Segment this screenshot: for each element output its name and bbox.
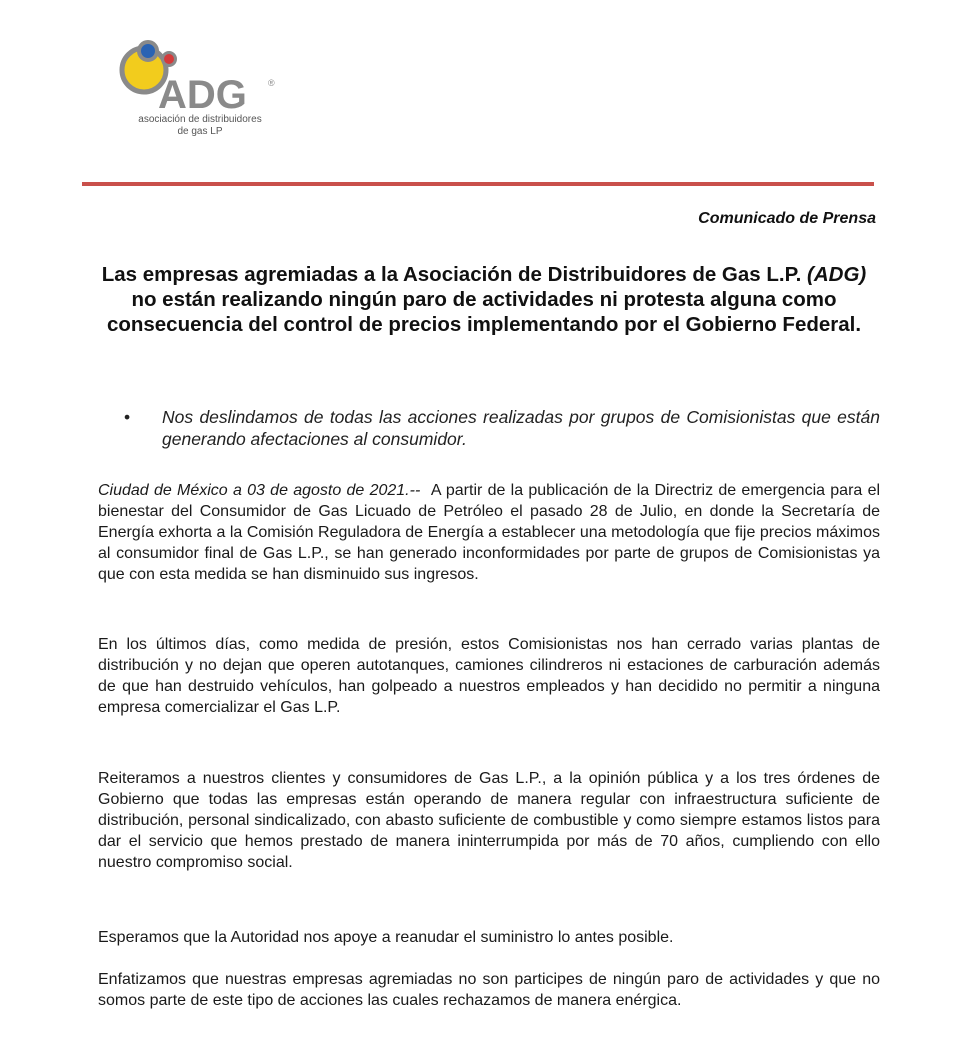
dateline: Ciudad de México a 03 de agosto de 2021.-- (98, 482, 421, 499)
headline-acronym: (ADG) (807, 263, 867, 286)
adg-logo (108, 38, 288, 150)
paragraph-3: Reiteramos a nuestros clientes y consumidores de Gas L.P., a la opinión pública y a los tres órdenes de Gobierno que todas las empresas están operando de manera regular con infraestructura suficiente de distribución, personal sindicalizado, con abasto suficiente de combustible y como siempre estamos listos para dar el servicio que hemos prestado de manera ininterrumpida por más de 70 años, cumpliendo con ello nuestro compromiso social. (98, 770, 880, 871)
adg-logo-mark (108, 38, 288, 118)
header-divider (82, 182, 874, 186)
press-headline (96, 262, 872, 337)
paragraph-1 (98, 480, 880, 585)
logo-tagline-line1: asociación de distribuidores (138, 114, 262, 125)
paragraph-2: En los últimos días, como medida de presión, estos Comisionistas nos han cerrado varias plantas de distribución y no dejan que operen autotanques, camiones cilindreros ni estaciones de carburación además de que han destruido vehículos, han golpeado a nuestros empleados y han decidido no permitir a ninguna empresa comercializar el Gas L.P. (98, 636, 880, 716)
logo-blue-circle (139, 42, 157, 60)
logo-tagline (120, 114, 280, 138)
logo-red-circle (163, 53, 176, 66)
logo-tagline-line2: de gas LP (177, 126, 223, 137)
paragraph-5: Enfatizamos que nuestras empresas agremiadas no son participes de ningún paro de actividades y que no somos parte de este tipo de acciones las cuales rechazamos de manera enérgica. (98, 971, 880, 1009)
summary-bullet (124, 406, 880, 450)
headline-part1: Las empresas agremiadas a la Asociación de Distribuidores de Gas L.P. (101, 263, 802, 286)
paragraph-4: Esperamos que la Autoridad nos apoye a reanudar el suministro lo antes posible. (98, 929, 674, 946)
bullet-icon: • (124, 407, 131, 427)
logo-wordmark: ADG (158, 73, 247, 117)
logo-registered-mark: ® (268, 78, 275, 88)
headline-part2: no están realizando ningún paro de actividades ni protesta alguna como consecuencia del control de precios implementando por el Gobierno Federal. (106, 288, 862, 336)
document-type: Comunicado de Prensa (698, 210, 876, 227)
paragraph-1-body: A partir de la publicación de la Directriz de emergencia para el bienestar del Consumidor de Gas Licuado de Petróleo el pasado 28 de Julio, en donde la Secretaría de Energía exhorta a la Comisión Reguladora de Energía a establecer una metodología que fije precios máximos al consumidor final de Gas L.P., se han generado inconformidades por parte de grupos de Comisionistas ya que con esta medida se han disminuido sus ingresos. (98, 482, 881, 583)
bullet-text: Nos deslindamos de todas las acciones realizadas por grupos de Comisionistas que están generando afectaciones al consumidor. (162, 407, 880, 449)
